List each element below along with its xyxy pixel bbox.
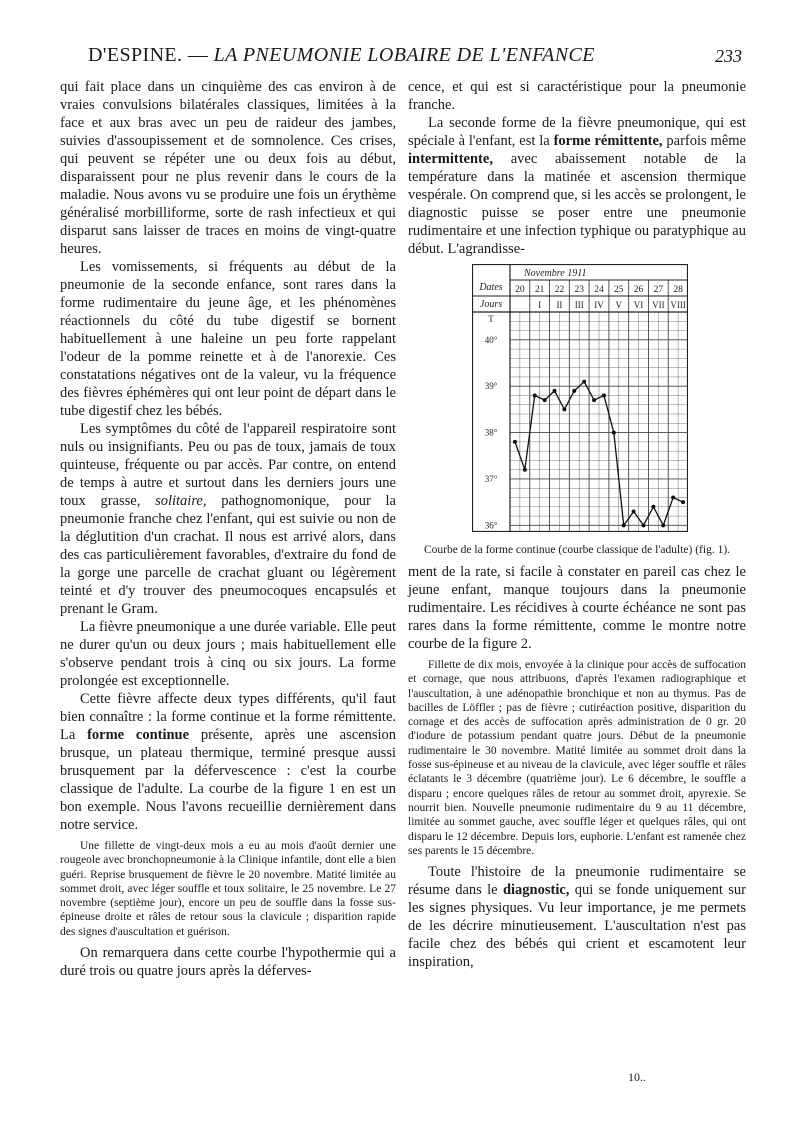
date-tick-label: 24 [594,285,604,295]
running-title [88,44,595,67]
date-tick-label: 21 [534,285,545,295]
temperature-point [642,523,646,527]
figure-caption: Courbe de la forme continue (courbe classique de l'adulte) (fig. 1). [423,544,731,556]
chart-title: Novembre 1911 [524,268,587,279]
bold-term: diagnostic, [502,882,570,899]
temperature-chart-figure [472,264,688,537]
right-paragraph-3: ment de la rate, si facile à constater en pareil cas chez le jeune enfant, manque toujours dans la pneumonie rudimentaire. Les récidives à courte échéance ne sont pas rares dans la forme rémittente, comme le montre notre courbe de la figure 2. [408,564,746,652]
bold-term: intermittente, [408,151,493,167]
temperature-point [661,523,665,527]
case-note-1: Une fillette de vingt-deux mois a eu au mois d'août dernier une rougeole avec bronchopneumonie à la Clinique infantile, dont elle a bien guéri. Reprise brusquement de fièvre le 20 novembre. Matité limitée au sommet droit, avec léger souffle et toux solitaire, le 25 novembre. Le 27 novembre (septième jour), encore un peu de souffle dans la fosse sus-épineuse droite et râles de retour sous la clavicule ; disparition rapide des signes d'auscultation et guérison. [60,840,396,938]
text-run: Les symptômes du côté de l'appareil respiratoire sont nuls ou insignifiants. Peu ou pas de toux, jamais de toux quinteuse, fréquente ou par accès. Par contre, on entend de temps à autre et surtout dans les derniers jours une toux grasse, [60,421,396,509]
days-row-label: Jours [479,299,503,310]
day-tick-label: VI [633,300,644,310]
left-paragraph-3 [60,420,396,618]
day-tick-label: II [556,300,563,310]
temperature-point [681,500,685,504]
signature-mark: 10.. [628,1070,646,1084]
temperature-point [553,389,557,393]
case-note-2: Fillette de dix mois, envoyée à la clinique pour accès de suffocation et cornage, que nous attribuons, d'après l'examen radiographique et l'auscultation, à une adénopathie bronchique et non au thymus. Pas de bacilles de Löffler ; pas de fièvre ; cutiréaction positive, disparition du cornage et des accès de suffocation après administration de 0 gr. 20 d'iodure de potassium pendant quatre jours. Début de la pneumonie rudimentaire le 30 novembre. Matité limitée au sommet droit dans la fosse sus-épineuse et au niveau de la clavicule, avec léger souffle et râles éclatants le 3 décembre (quatrième jour). Le 6 décembre, le souffle a disparu ; encore quelques râles de retour au sommet droit, apyrexie. Se nourrit bien. Nouvelle pneumonie rudimentaire du 9 au 11 décembre, limitée au sommet gauche, avec souffle léger et quelques râles, qui ont disparu le 12 décembre. Depuis lors, euphorie. L'enfant est ramenée chez ses parents le 15 décembre. [408,659,746,857]
right-paragraph-1: cence, et qui est si caractéristique pour la pneumonie franche. [408,79,746,113]
temperature-point [513,440,517,444]
temperature-unit-label: T [488,314,494,324]
left-paragraph-1: qui fait place dans un cinquième des cas environ à de vraies convulsions bilatérales classiques, limitées à la face et aux bras avec un peu de raideur des jambes, suivies d'assoupissement et de somnolence. Ces crises, qui peuvent se répéter une ou deux fois au début, disparaissent pour ne plus revenir dans le cours de la maladie. Nous avons vu se produire une fois un érythème généralisé morbilliforme, sorte de rash infectieux et qui disparut sans laisser de traces en moins de vingt-quatre heures. [60,79,396,257]
temperature-point [523,468,527,472]
temperature-point [592,398,596,402]
page-number: 233 [715,46,742,66]
temperature-point [602,393,606,397]
temperature-point [622,523,626,527]
title-article: LA PNEUMONIE LOBAIRE DE L'ENFANCE [213,44,595,66]
temperature-chart [472,264,688,532]
text-run: présente, après une ascension brusque, un plateau thermique, terminé presque aussi brusquement par la défervescence : c'est la courbe classique de l'adulte. La courbe de la figure 1 en est un bon exemple. Nous l'avons recueillie dernièrement dans notre service. [60,727,396,833]
temperature-point [543,398,547,402]
y-tick-label: 40° [484,334,498,345]
left-paragraph-4: La fièvre pneumonique a une durée variable. Elle peut ne durer qu'un ou deux jours ; mais habituellement elle s'observe pendant trois à cinq ou six jours. La forme prolongée est exceptionnelle. [60,619,396,689]
date-tick-label: 23 [574,285,584,295]
temperature-point [671,496,675,500]
y-tick-label: 38° [484,427,498,438]
day-tick-label: IV [594,300,604,310]
y-tick-label: 36° [484,520,498,531]
date-tick-label: 27 [653,285,664,295]
left-paragraph-2: Les vomissements, si fréquents au début de la pneumonie de la seconde enfance, sont rares dans la forme rudimentaire du jeune âge, et les phénomènes réactionnels du côté du tube digestif se bornent habituellement à une haleine un peu forte rappelant l'odeur de la pomme reinette et à de l'anorexie. Ces constatations négatives ont de la valeur, vu la fréquence des fièvres éphémères qui ont leur point de départ dans le tube digestif chez les bébés. [60,259,396,419]
temperature-point [572,389,576,393]
day-tick-label: VII [652,300,665,310]
day-tick-label: I [538,300,542,310]
text-run: La seconde forme de la fièvre pneumonique, qui est spéciale à l'enfant, est la [408,115,746,149]
right-column [408,78,746,971]
italic-term: solitaire, [155,493,207,509]
date-tick-label: 26 [633,285,644,295]
day-tick-label: VIII [670,300,686,310]
bold-term: forme continue [87,727,190,743]
text-run: avec abaissement notable de la température dans la matinée et ascension thermique vespérale. On comprend que, si les accès se prolongent, le diagnostic puisse se poser entre une pneumonie rudimentaire et une infection typhique ou paratyphique au début. L'agrandisse- [408,151,746,257]
text-run: qui se fonde uniquement sur les signes physiques. Vu leur importance, je me permets de les décrire minutieusement. L'auscultation n'est pas facile chez des bébés qui crient et escamotent leur inspiration, [408,882,746,971]
y-tick-label: 37° [484,473,498,484]
temperature-point [632,509,636,513]
left-column [60,78,396,980]
running-header [88,44,742,72]
temperature-point [562,407,566,411]
temperature-point [533,393,537,397]
date-tick-label: 25 [614,285,624,295]
text-run: parfois même [662,133,746,149]
day-tick-label: III [574,300,584,310]
text-run: Toute l'histoire de la pneumonie rudimentaire se résume dans le [408,864,746,899]
temperature-point [582,380,586,384]
date-tick-label: 20 [515,285,525,295]
text-run: pathognomonique, pour la pneumonie franche chez l'enfant, qui est suivie ou non de la déglutition d'un crachat. Il nous est arrivé alors, dans des cas particulièrement favorables, d'extraire du fond de la gorge une parcelle de crachat gluant ou légèrement teinté et d'y trouver des pneumocoques encapsulés et prenant le Gram. [60,493,396,617]
right-paragraph-4 [408,863,746,971]
temperature-point [612,431,616,435]
day-tick-label: V [615,300,623,310]
text-run: Cette fièvre affecte deux types différents, qu'il faut bien connaître : la forme continue et la forme rémittente. La [60,691,396,743]
y-tick-label: 39° [484,381,498,392]
date-tick-label: 28 [673,285,683,295]
left-paragraph-6: On remarquera dans cette courbe l'hypothermie qui a duré trois ou quatre jours après la déferves- [60,945,396,980]
right-paragraph-2 [408,114,746,258]
bold-term: forme rémittente, [553,133,663,149]
temperature-point [651,505,655,509]
date-tick-label: 22 [554,285,565,295]
left-paragraph-5 [60,690,396,834]
title-author: D'ESPINE. — [88,44,214,66]
dates-row-label: Dates [479,282,503,293]
